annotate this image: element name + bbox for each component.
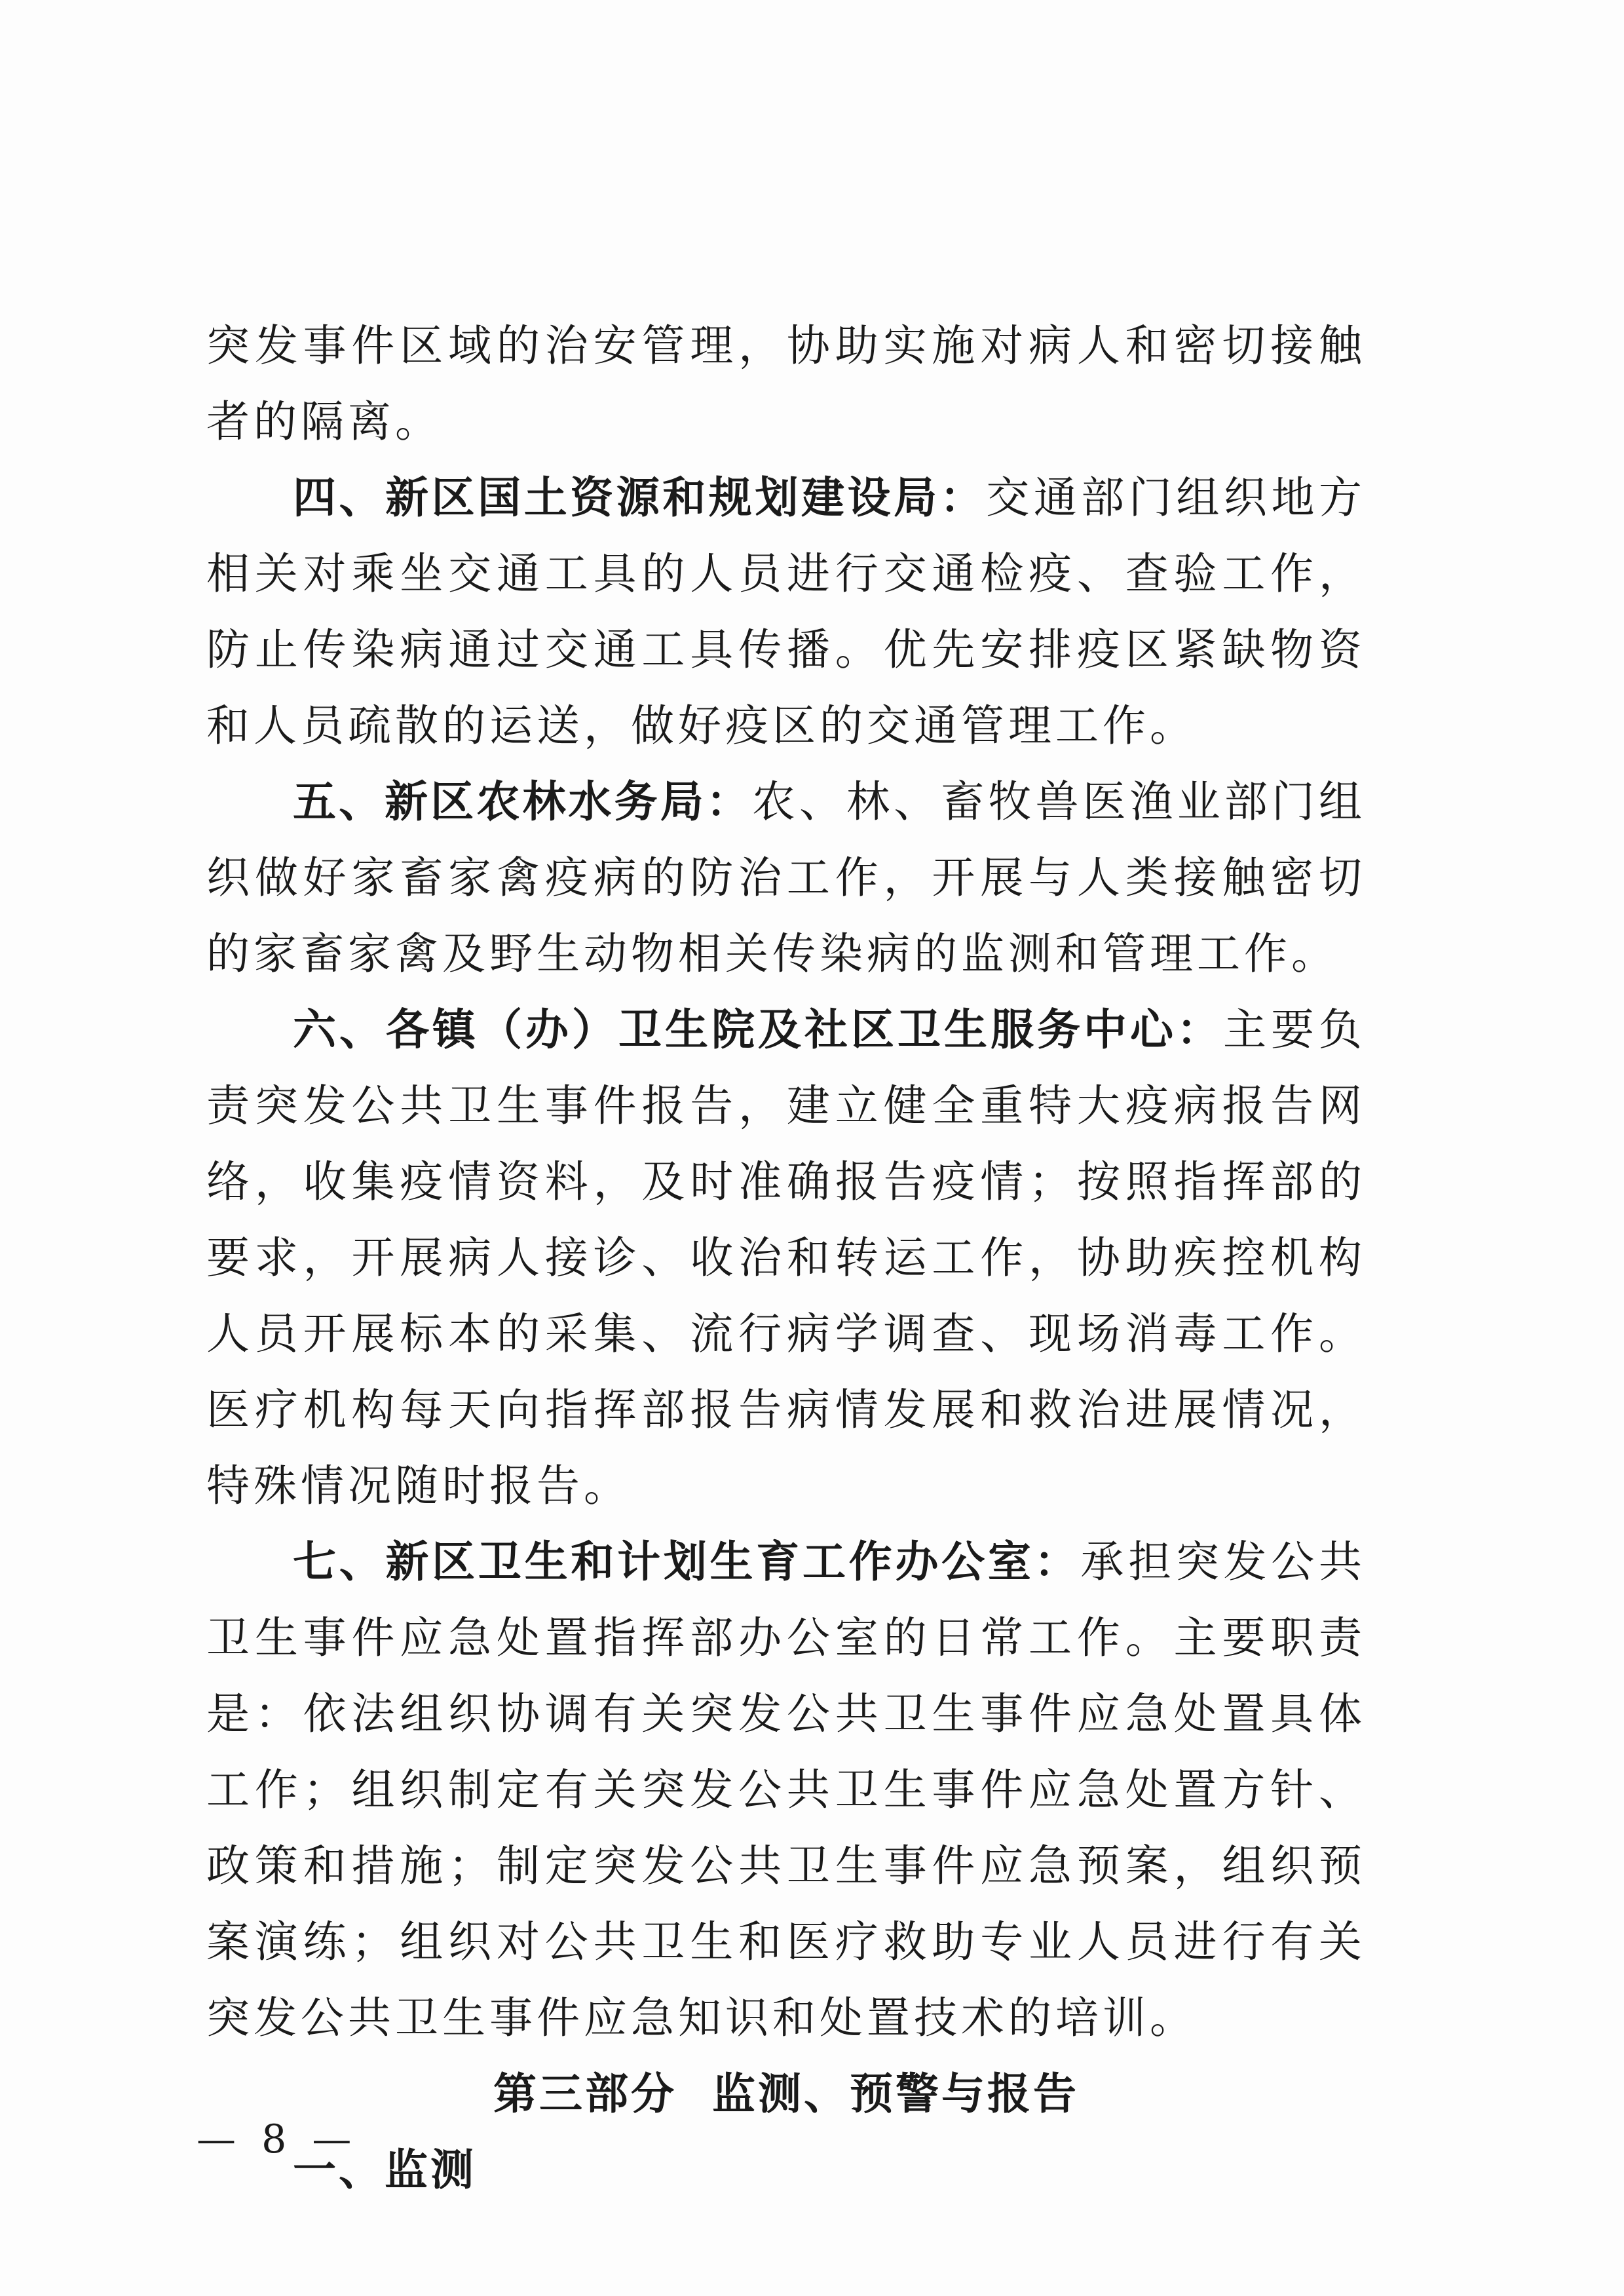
sub-title: 一、监测 xyxy=(293,2145,476,2195)
document-body xyxy=(206,308,1366,2208)
paragraph-land-resources-bureau xyxy=(206,460,1366,764)
section-title: 第三部分 监测、预警与报告 xyxy=(493,2069,1079,2119)
paragraph-heading: 五、新区农林水务局： xyxy=(293,776,752,827)
paragraph-heading: 四、新区国土资源和规划建设局： xyxy=(293,472,987,523)
paragraph-continued xyxy=(206,308,1366,460)
paragraph-text: 承担突发公共卫生事件应急处置指挥部办公室的日常工作。主要职责是：依法组织协调有关突发公共卫生事件应急处置具体工作；组织制定有关突发公共卫生事件应急处置方针、政策和措施；制定突发公共卫生事件应急预案，组织预案演练；组织对公共卫生和医疗救助专业人员进行有关突发公共卫生事件应急知识和处置技术的培训。 xyxy=(206,1537,1367,2043)
paragraph-text: 农、林、畜牧兽医渔业部门组织做好家畜家禽疫病的防治工作，开展与人类接触密切的家畜家禽及野生动物相关传染病的监测和管理工作。 xyxy=(206,776,1367,979)
paragraph-heading: 六、各镇（办）卫生院及社区卫生服务中心： xyxy=(293,1004,1223,1055)
paragraph-text: 交通部门组织地方相关对乘坐交通工具的人员进行交通检疫、查验工作，防止传染病通过交通工具传播。优先安排疫区紧缺物资和人员疏散的运送，做好疫区的交通管理工作。 xyxy=(206,472,1367,751)
paragraph-text: 突发事件区域的治安管理，协助实施对病人和密切接触者的隔离。 xyxy=(206,320,1366,447)
paragraph-heading: 七、新区卫生和计划生育工作办公室： xyxy=(293,1537,1081,1587)
paragraph-text: 主要负责突发公共卫生事件报告，建立健全重特大疫病报告网络，收集疫情资料，及时准确报告疫情；按照指挥部的要求，开展病人接诊、收治和转运工作，协助疾控机构人员开展标本的采集、流行病学调查、现场消毒工作。医疗机构每天向指挥部报告病情发展和救治进展情况，特殊情况随时报告。 xyxy=(206,1004,1366,1511)
paragraph-health-centers xyxy=(206,992,1366,1524)
paragraph-agriculture-bureau xyxy=(206,764,1366,992)
paragraph-health-office xyxy=(206,1524,1366,2056)
page-number: — 8 — xyxy=(197,2116,358,2162)
